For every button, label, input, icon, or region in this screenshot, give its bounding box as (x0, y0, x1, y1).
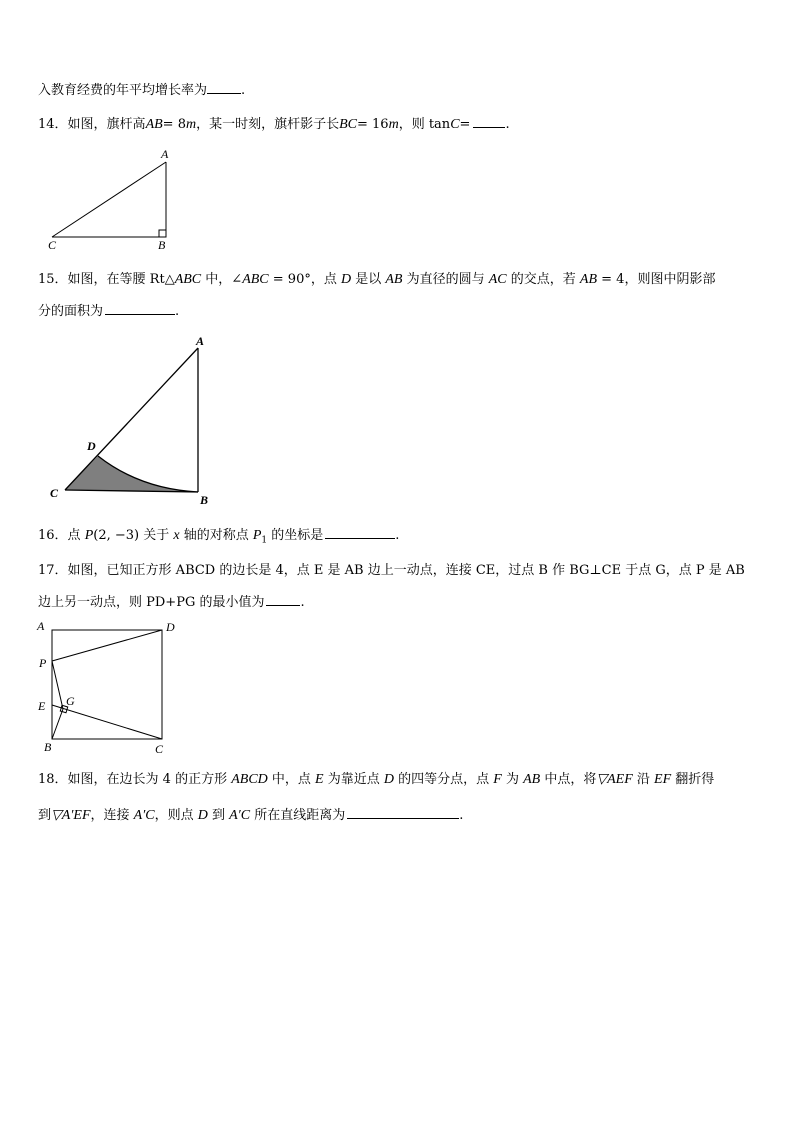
q18-t7: 沿 (632, 772, 655, 787)
label-p: P (39, 656, 47, 670)
q17-period: . (300, 595, 305, 610)
q14-text-part3: ，则 tan (398, 117, 451, 132)
q18-t3: 为靠近点 (323, 772, 384, 787)
q18-period: . (459, 808, 464, 823)
label-a: A (196, 334, 205, 348)
label-b: B (44, 740, 52, 754)
q15-figure (46, 334, 216, 506)
q18-t1: 如图，在边长为 4 的正方形 (67, 772, 232, 787)
q15-abc2: ABC (242, 272, 269, 287)
q15-t4: 是以 (351, 272, 386, 287)
label-c: C (50, 486, 59, 500)
label-d: D (87, 439, 96, 453)
q16-period: . (395, 528, 400, 543)
answer-blank-17 (266, 593, 300, 606)
q16-coord: (2, −3) (93, 528, 140, 543)
q15-text-line2 (38, 302, 179, 321)
q16-sub: 1 (261, 535, 268, 546)
q18-ac: A′C (133, 808, 155, 823)
label-e: E (38, 699, 46, 713)
q14-unit-m2: m (388, 117, 399, 132)
q16-p: P (84, 528, 94, 543)
q15-t3: = 90°，点 (268, 272, 341, 287)
q14-text-part2: ，某一时刻，旗杆影子长 (196, 117, 340, 132)
q16-text (38, 526, 399, 550)
q14-number: 14． (38, 117, 68, 132)
q15-abc: ABC (174, 272, 202, 287)
q18-abcd: ABCD (231, 772, 268, 787)
q15-line2: 分的面积为 (38, 304, 104, 319)
q17-number: 17． (38, 563, 68, 578)
answer-blank-13 (207, 81, 241, 94)
q18-ab: AB (523, 772, 541, 787)
q18-t8: 翻折得 (671, 772, 715, 787)
q15-ab2: AB (579, 272, 598, 287)
q18-text-line1 (38, 771, 714, 789)
q14-var-ab: AB (145, 117, 163, 132)
q18-t4: 的四等分点，点 (394, 772, 494, 787)
q15-number: 15． (38, 272, 68, 287)
label-d: D (166, 620, 175, 634)
q14-figure (44, 148, 174, 252)
answer-blank-16 (325, 526, 395, 539)
q18-l2e: 所在直线距离为 (250, 808, 346, 823)
q16-t4: 的坐标是 (267, 528, 324, 543)
segment-bg (52, 709, 63, 739)
q13-tail-line (38, 81, 245, 100)
q14-eq3: = (459, 117, 471, 132)
q18-d2: D (197, 808, 208, 823)
answer-blank-18 (347, 806, 459, 819)
answer-blank-15 (105, 302, 175, 315)
answer-blank-14 (473, 115, 505, 128)
q15-t6: 的交点，若 (506, 272, 580, 287)
q17-line2: 边上另一动点，则 PD+PG 的最小值为 (38, 595, 265, 610)
label-c: C (155, 742, 164, 756)
q18-l2a: 到 (38, 808, 52, 823)
q16-number: 16． (38, 528, 68, 543)
q15-ac: AC (488, 272, 507, 287)
q14-text (38, 115, 510, 134)
q14-eq2: = 16 (357, 117, 389, 132)
q15-ab: AB (385, 272, 403, 287)
q18-t2: 中，点 (267, 772, 316, 787)
q18-l2c: ，则点 (154, 808, 198, 823)
q15-t7: = 4，则图中阴影部 (597, 272, 716, 287)
shaded-region (65, 456, 198, 492)
q16-t2: 关于 (139, 528, 174, 543)
q15-t2: 中，∠ (201, 272, 243, 287)
right-angle-mark (159, 230, 166, 237)
q18-f: F (493, 772, 502, 787)
q15-t1: 如图，在等腰 Rt△ (67, 272, 175, 287)
q13-tail-text: 入教育经费的年平均增长率为 (38, 83, 208, 98)
q14-unit-m1: m (185, 117, 197, 132)
q18-ef: EF (654, 772, 672, 787)
q17-text-line2 (38, 593, 305, 612)
q18-ac2: A′C (229, 808, 251, 823)
segment-ec (52, 705, 162, 739)
q18-e: E (315, 772, 324, 787)
segment-pg (52, 661, 63, 709)
q18-t5: 为 (501, 772, 524, 787)
q18-number: 18． (38, 772, 68, 787)
segment-ca (52, 162, 166, 237)
q18-tri: ▽AEF (596, 772, 633, 787)
label-b: B (158, 238, 166, 252)
q18-t6: 中点，将 (540, 772, 597, 787)
label-b: B (200, 493, 209, 507)
q15-text-line1 (38, 271, 715, 289)
q16-p1: P (252, 528, 262, 543)
q14-var-bc: BC (339, 117, 357, 132)
label-c: C (48, 238, 57, 252)
q16-x: x (173, 528, 180, 543)
q15-period: . (175, 304, 180, 319)
q16-t1: 点 (67, 528, 85, 543)
q17-figure (34, 618, 184, 760)
q15-d: D (340, 272, 352, 287)
segment-ca (65, 348, 198, 490)
q14-text-part: 如图，旗杆高 (67, 117, 146, 132)
q18-text-line2 (38, 806, 463, 825)
q16-t3: 轴的对称点 (179, 528, 253, 543)
q14-eq1: = 8 (162, 117, 186, 132)
label-a: A (37, 619, 45, 633)
square-abcd (52, 630, 162, 739)
q18-l2b: ，连接 (90, 808, 134, 823)
q18-l2d: 到 (207, 808, 230, 823)
q14-var-c: C (450, 117, 460, 132)
q17-line1: 如图，已知正方形 ABCD 的边长是 4，点 E 是 AB 边上一动点，连接 CE，过点 B 作 BG⊥CE 于点 G，点 P 是 AB (67, 563, 745, 578)
q15-t5: 为直径的圆与 (402, 272, 489, 287)
segment-pd (52, 630, 162, 661)
label-g: G (66, 694, 75, 708)
label-a: A (161, 147, 169, 161)
q18-tri2: ▽A′EF (51, 808, 91, 823)
q17-text-line1 (38, 562, 745, 580)
q13-period: . (241, 83, 246, 98)
q14-period: . (505, 117, 510, 132)
q18-d: D (383, 772, 394, 787)
